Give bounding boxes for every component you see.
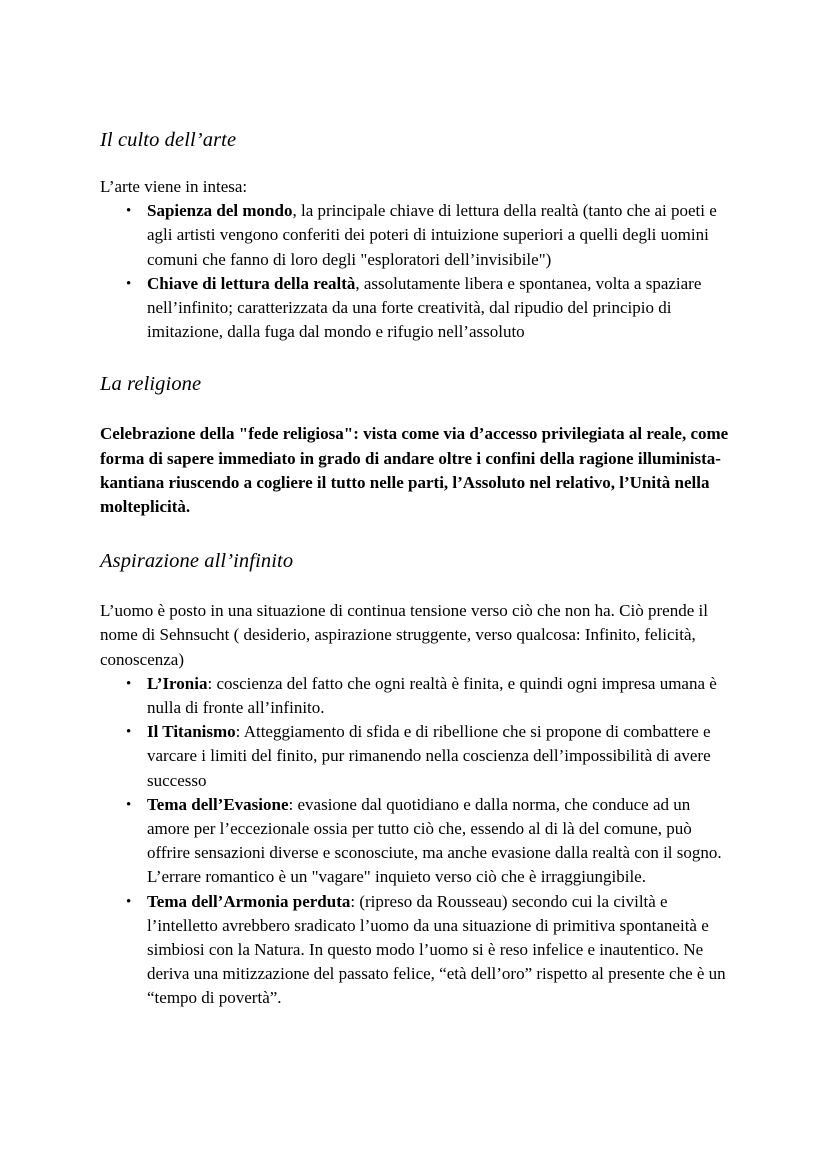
list-item <box>100 890 732 1011</box>
section-heading-la-religione: La religione <box>100 373 202 396</box>
list-item-lead: Il Titanismo <box>147 722 236 742</box>
spacer <box>100 519 732 549</box>
bullet-list-culto-dell-arte <box>100 199 732 344</box>
spacer <box>100 152 732 175</box>
document-body <box>100 128 732 1011</box>
list-item-lead: Tema dell’Armonia perduta <box>147 891 351 911</box>
list-item-lead: Sapienza del mondo <box>147 201 293 221</box>
spacer <box>100 573 732 599</box>
list-item-text: , la principale chiave di lettura della realtà (tanto che ai poeti e agli artisti vengono conferiti dei poteri di intuizione superiori a quelli degli uomini comuni che fanno di loro degli "esploratori dell’invisibile") <box>147 201 717 269</box>
list-item-lead: Tema dell’Evasione <box>147 794 289 814</box>
section-heading-culto-dell-arte: Il culto dell’arte <box>100 129 237 151</box>
list-item-lead: L’Ironia <box>147 673 208 693</box>
spacer <box>100 344 732 372</box>
bullet-list-aspirazione <box>100 672 732 1011</box>
list-item <box>100 199 732 272</box>
list-item-text: : evasione dal quotidiano e dalla norma, che conduce ad un amore per l’eccezionale ossia per tutto ciò che, essendo al di là del comune, può offrire sensazioni diverse e sconosciute, ma anche evasione dalla realtà con il sogno. L’errare romantico è un "vagare" inquieto verso ciò che è irraggiungibile. <box>147 794 722 887</box>
intro-paragraph-aspirazione: L’uomo è posto in una situazione di continua tensione verso ciò che non ha. Ciò prende il nome di Sehnsucht ( desiderio, aspirazione struggente, verso qualcosa: Infinito, felicità, conoscenza) <box>100 601 708 669</box>
list-item <box>100 672 732 720</box>
list-item <box>100 793 732 890</box>
list-item <box>100 272 732 345</box>
list-item-text: : Atteggiamento di sfida e di ribellione che si propone di combattere e varcare i limiti del finito, pur rimanendo nella coscienza dell’impossibilità di avere successo <box>147 722 711 790</box>
list-item-lead: Chiave di lettura della realtà <box>147 273 356 293</box>
list-item-text: : (ripreso da Rousseau) secondo cui la civiltà e l’intelletto avrebbero sradicato l’uomo da una situazione di primitiva spontaneità e simbiosi con la Natura. In questo modo l’uomo si è reso infelice e inautentico. Ne deriva una mitizzazione del passato felice, “età dell’oro” rispetto al presente che è un “tempo di povertà”. <box>147 891 726 1008</box>
section-heading-aspirazione-all-infinito: Aspirazione all’infinito <box>100 550 294 573</box>
paragraph-la-religione: Celebrazione della "fede religiosa": vista come via d’accesso privilegiata al reale, come forma di sapere immediato in grado di andare oltre i confini della ragione illuminista- kantiana riuscendo a cogliere il tutto nelle parti, l’Assoluto nel relativo, l’Unità nella molteplicità. <box>100 424 729 517</box>
list-item-text: , assolutamente libera e spontanea, volta a spaziare nell’infinito; caratterizzata da una forte creatività, dal ripudio del principio di imitazione, dalla fuga dal mondo e rifugio nell’assoluto <box>147 273 702 342</box>
intro-paragraph-culto-dell-arte: L’arte viene in intesa: <box>100 177 248 196</box>
list-item <box>100 720 732 793</box>
spacer <box>100 396 732 422</box>
list-item-text: : coscienza del fatto che ogni realtà è finita, e quindi ogni impresa umana è nulla di fronte all’infinito. <box>147 673 717 718</box>
